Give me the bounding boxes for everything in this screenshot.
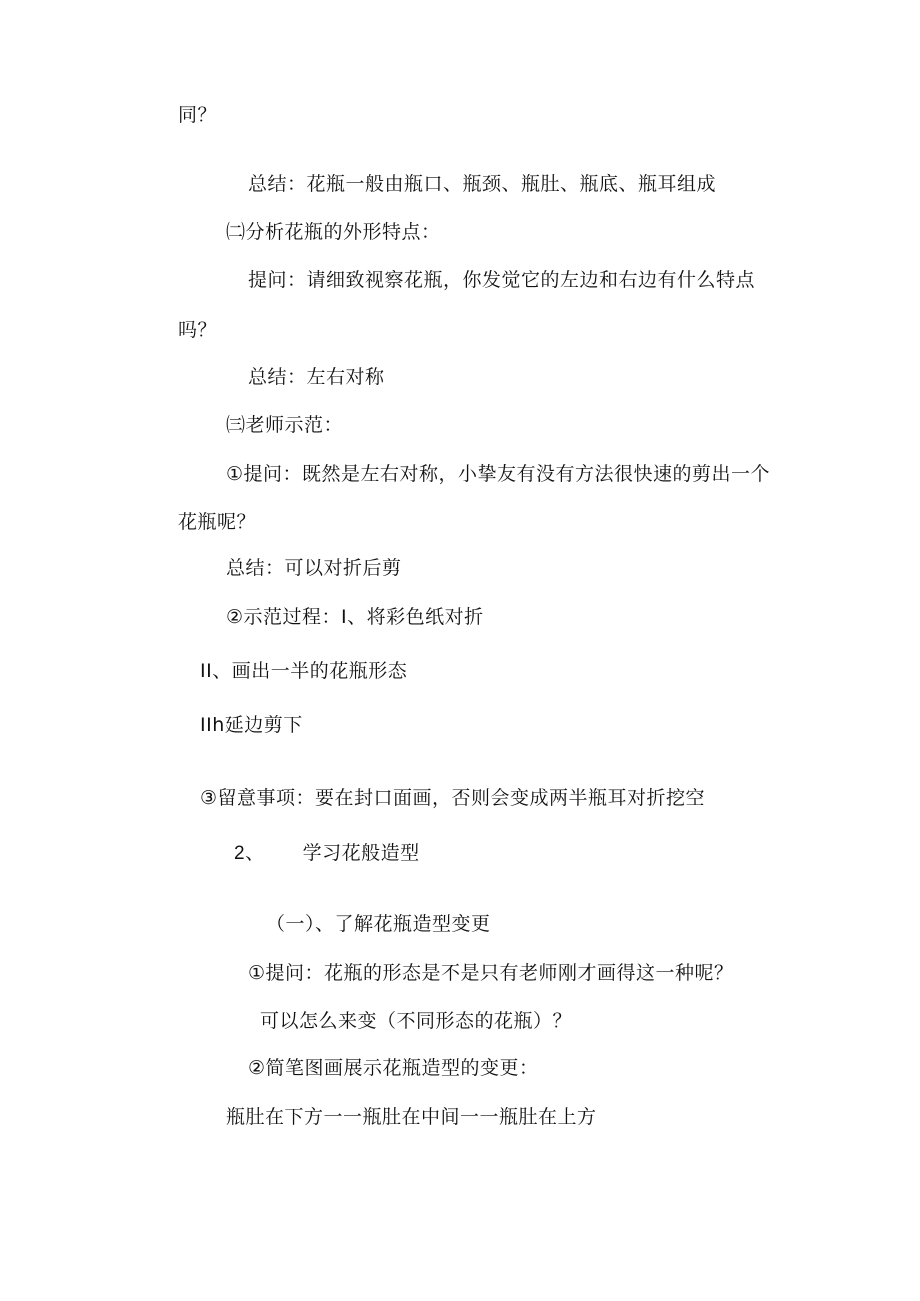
section-2-number: 2、 — [234, 843, 265, 864]
demo-step-2: II、画出一半的花瓶形态 — [200, 660, 408, 682]
question-how-vary: 可以怎么来变（不同形态的花瓶）？ — [260, 1010, 573, 1032]
section-2-title: 学习花般造型 — [302, 842, 420, 864]
section-2-heading — [234, 841, 420, 866]
question-cutting-continued: 花瓶呢？ — [178, 511, 257, 533]
notes-line: ③留意事项：要在封口面画，否则会变成两半瓶耳对折挖空 — [200, 787, 706, 809]
summary-fold-cut: 总结：可以对折后剪 — [226, 557, 402, 579]
belly-position-sequence: 瓶肚在下方一一瓶肚在中间一一瓶肚在上方 — [226, 1106, 597, 1128]
question-vase-forms: ①提问：花瓶的形态是不是只有老师刚才画得这一种呢？ — [248, 962, 734, 984]
subsection-heading-3: ㈢老师示范： — [226, 414, 344, 436]
question-cutting: ①提问：既然是左右对称，小挚友有没有方法很快速的剪出一个 — [226, 463, 771, 485]
summary-vase-parts: 总结：花瓶一般由瓶口、瓶颈、瓶肚、瓶底、瓶耳组成 — [248, 173, 717, 195]
summary-symmetry: 总结：左右对称 — [248, 366, 385, 388]
demo-step-3: IIh延边剪下 — [200, 714, 303, 736]
text-line-1: 同？ — [178, 104, 218, 126]
question-shape: 提问：请细致视察花瓶，你发觉它的左边和右边有什么特点 — [248, 269, 756, 291]
demo-step-1: ②示范过程：I、将彩色纸对折 — [226, 606, 484, 628]
subsection-heading-2: ㈡分析花瓶的外形特点： — [226, 221, 441, 243]
subsection-vase-variations: （一）、了解花瓶造型变更 — [266, 913, 491, 935]
question-shape-continued: 吗？ — [178, 319, 218, 341]
sketch-display: ②简笔图画展示花瓶造型的变更： — [248, 1057, 539, 1079]
